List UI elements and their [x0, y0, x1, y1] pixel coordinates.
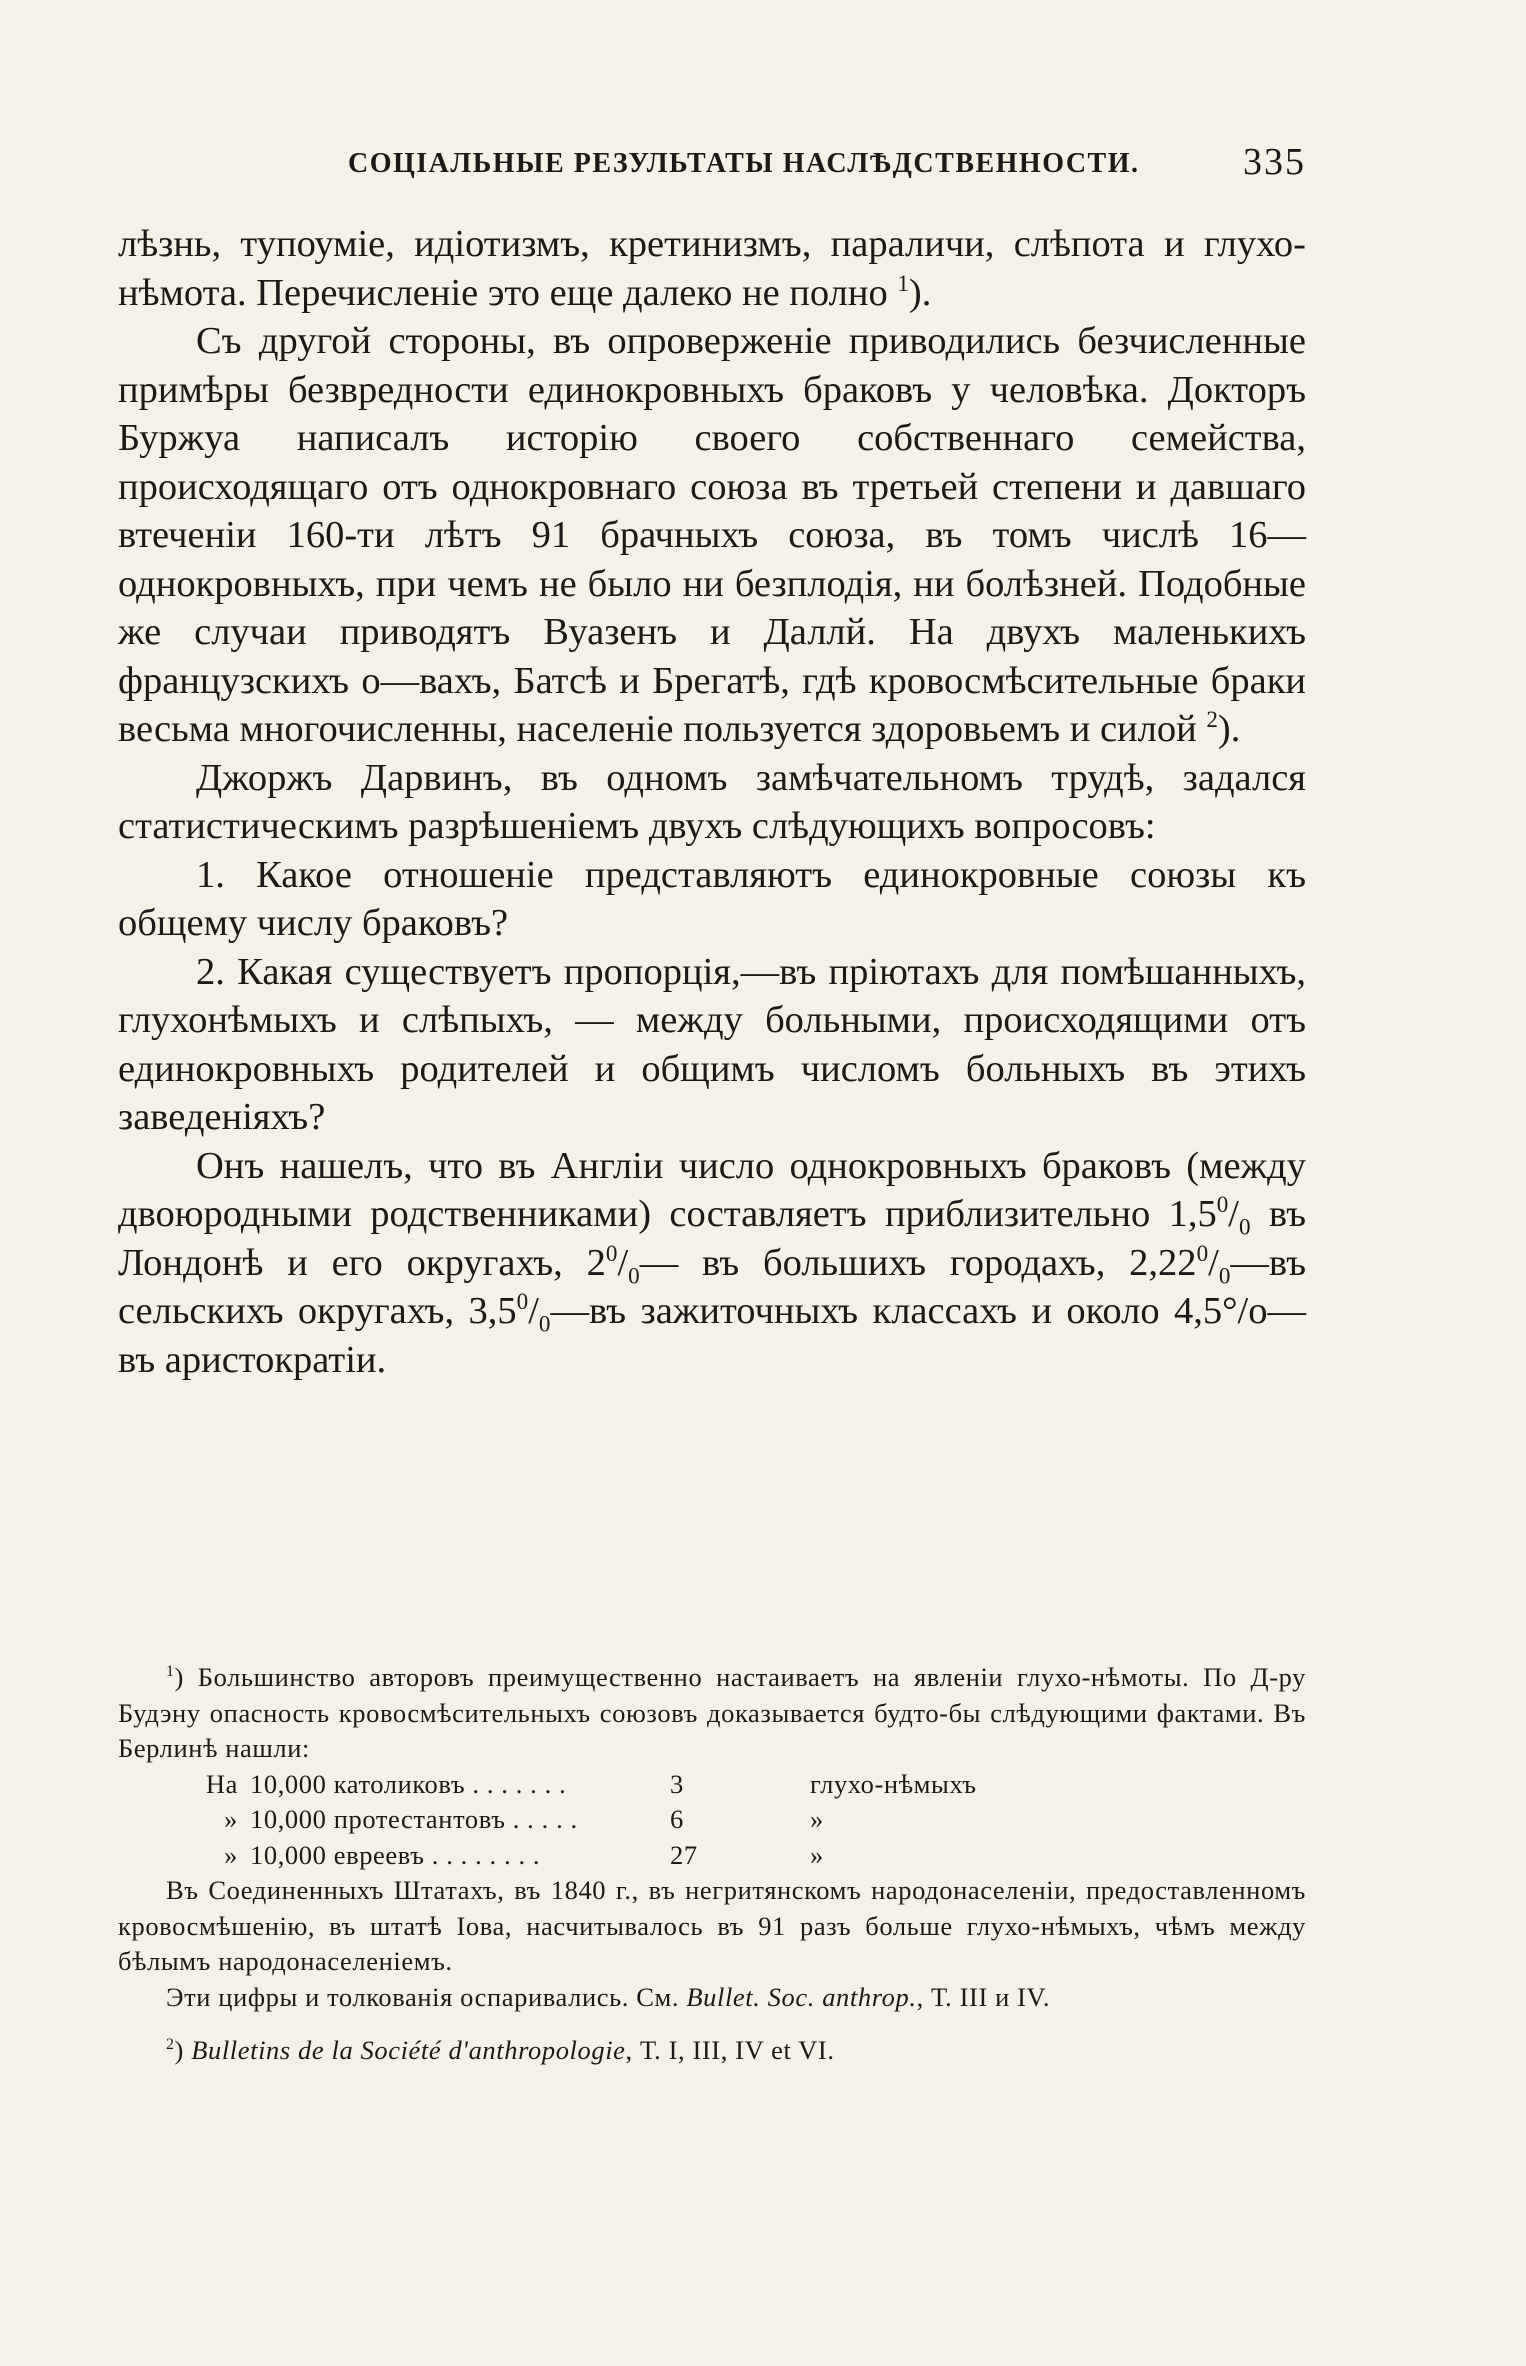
- table-cell-number: 27: [670, 1839, 698, 1870]
- page-header: [118, 140, 1306, 188]
- percent-sign-slash: /: [1208, 1241, 1219, 1284]
- table-cell-group: [250, 1767, 670, 1803]
- percent-sign-sup: 0: [516, 1288, 529, 1315]
- paragraph-2-end: ).: [1217, 708, 1241, 750]
- paragraph-4-part-a: Онъ нашелъ, что въ Англіи число однокровныхъ браковъ (между двоюродными родственниками) составляетъ приблизительно 1,5: [118, 1144, 1306, 1235]
- footnote-2-end: , Т. I, III, IV et VI.: [625, 2035, 835, 2065]
- table-cell-group: [250, 1838, 670, 1874]
- paragraph-4-part-e: —въ зажиточныхъ классахъ и около 4,5°/о— въ аристократіи.: [118, 1290, 1307, 1381]
- table-row: [118, 1802, 1306, 1838]
- table-cell-group: [250, 1802, 670, 1838]
- footnote-2: [118, 2033, 1306, 2069]
- table-cell-group-label: евреевъ . . . . . . . .: [333, 1839, 541, 1870]
- table-cell-unit: »: [810, 1839, 824, 1870]
- table-row: [118, 1767, 1306, 1803]
- footnote-2-paren: ): [174, 2035, 192, 2065]
- table-cell-unit: глухо-нѣмыхъ: [810, 1768, 977, 1799]
- percent-sign-sup: 0: [605, 1239, 618, 1266]
- table-cell-unit: »: [810, 1804, 824, 1834]
- paragraph-1-text: лѣзнь, тупоуміе, идіотизмъ, кретинизмъ, параличи, слѣпота и глухо-нѣмота. Перечисленіе это еще далеко не полно: [118, 223, 1306, 314]
- table-cell-prefix: »: [224, 1839, 238, 1870]
- percent-sign-sub: 0: [1238, 1213, 1251, 1240]
- paragraph-4: [118, 1142, 1306, 1385]
- question-2: 2. Какая существуетъ пропорція,—въ пріютахъ для помѣшанныхъ, глухонѣмыхъ и слѣпыхъ, — между больными, происходящими отъ единокровныхъ родителей и общимъ числомъ больныхъ въ этихъ заведеніяхъ?: [118, 950, 1306, 1138]
- percent-sign-slash: /: [528, 1290, 539, 1332]
- paragraph-4-part-d: —въ сельскихъ округахъ, 3,5: [118, 1241, 1306, 1332]
- page-number: 335: [1243, 141, 1306, 183]
- percent-sign-sub: 0: [1218, 1262, 1231, 1289]
- footnote-1-citation: Bullet. Soc. anthrop.: [686, 1981, 917, 2012]
- table-row: [118, 1838, 1306, 1874]
- table-cell-prefix: »: [224, 1804, 238, 1834]
- percent-sign-sup: 0: [1216, 1191, 1229, 1218]
- percent-sign-sub: 0: [628, 1262, 640, 1289]
- paragraph-4-part-b: въ Лондонѣ и его округахъ, 2: [118, 1193, 1307, 1284]
- table-cell-count: 10,000: [250, 1804, 327, 1834]
- footnote-2-citation: Bulletins de la Société d'anthropologie: [191, 2035, 626, 2065]
- footnote-table: [118, 1767, 1306, 1874]
- table-cell-number: 3: [670, 1768, 684, 1799]
- footnote-1-text: ) Большинство авторовъ преимущественно настаиваетъ на явленіи глухо-нѣмоты. По Д-ру Будэну опасность кровосмѣсительныхъ союзовъ доказывается будто-бы слѣдующими фактами. Въ Берлинѣ нашли:: [118, 1662, 1306, 1763]
- footnote-2-mark: 2: [166, 2036, 175, 2054]
- paragraph-2-text: Съ другой стороны, въ опроверженіе приводились безчисленные примѣры безвредности единокровныхъ браковъ у человѣка. Докторъ Буржуа написалъ исторію своего собственнаго семейства, происходящаго отъ однокровнаго союза въ третьей степени и давшаго втеченіи 160-ти лѣтъ 91 брачныхъ союза, въ томъ числѣ 16—однокровныхъ, при чемъ не было ни безплодія, ни болѣзней. Подобные же случаи приводятъ Вуазенъ и Даллй. На двухъ маленькихъ французскихъ о—вахъ, Батсѣ и Брегатѣ, гдѣ кровосмѣсительные браки весьма многочисленны, населеніе пользуется здоровьемъ и силой: [118, 320, 1306, 750]
- table-cell-count: 10,000: [250, 1768, 327, 1799]
- table-cell-count: 10,000: [250, 1839, 327, 1870]
- footnote-1-mark: 1: [166, 1663, 175, 1681]
- paragraph-2: [118, 317, 1306, 754]
- table-cell-number: 6: [670, 1804, 684, 1834]
- footnote-ref-1: 1: [897, 269, 909, 296]
- footnote-1-p3-end: , Т. III и IV.: [916, 1981, 1051, 2012]
- paragraph-3: Джоржъ Дарвинъ, въ одномъ замѣчательномъ трудѣ, задался статистическимъ разрѣшеніемъ двухъ слѣдующихъ вопросовъ:: [118, 756, 1306, 847]
- percent-sign-slash: /: [1228, 1193, 1239, 1235]
- percent-sign-sub: 0: [538, 1310, 551, 1337]
- footnote-1: [118, 1660, 1306, 1767]
- table-cell-group-label: протестантовъ . . . . .: [333, 1804, 578, 1834]
- footnote-1-p3-text: Эти цифры и толкованія оспаривались. См.: [166, 1981, 680, 2012]
- table-cell-group-label: католиковъ . . . . . . .: [333, 1768, 567, 1799]
- paragraph-1: [118, 220, 1306, 317]
- paragraph-1-end: ).: [908, 271, 932, 314]
- footnote-1-paragraph-3: [118, 1980, 1306, 2016]
- running-head: СОЦІАЛЬНЫЕ РЕЗУЛЬТАТЫ НАСЛѢДСТВЕННОСТИ.: [348, 148, 1140, 179]
- main-text: [118, 220, 1306, 1384]
- footnote-ref-2: 2: [1206, 706, 1218, 733]
- footnote-1-paragraph-2: Въ Соединенныхъ Штатахъ, въ 1840 г., въ негритянскомъ народонаселеніи, предоставленномъ кровосмѣшенію, въ штатѣ Іова, насчитывалось въ 91 разъ больше глухо-нѣмыхъ, чѣмъ между бѣлымъ народонаселеніемъ.: [118, 1875, 1306, 1976]
- table-cell-prefix: На: [205, 1768, 238, 1799]
- footnotes: [118, 1660, 1306, 2069]
- percent-sign-slash: /: [617, 1241, 629, 1284]
- paragraph-4-part-c: — въ большихъ городахъ, 2,22: [639, 1241, 1197, 1284]
- question-1: 1. Какое отношеніе представляютъ единокровные союзы къ общему числу браковъ?: [118, 853, 1306, 944]
- percent-sign-sup: 0: [1196, 1239, 1209, 1266]
